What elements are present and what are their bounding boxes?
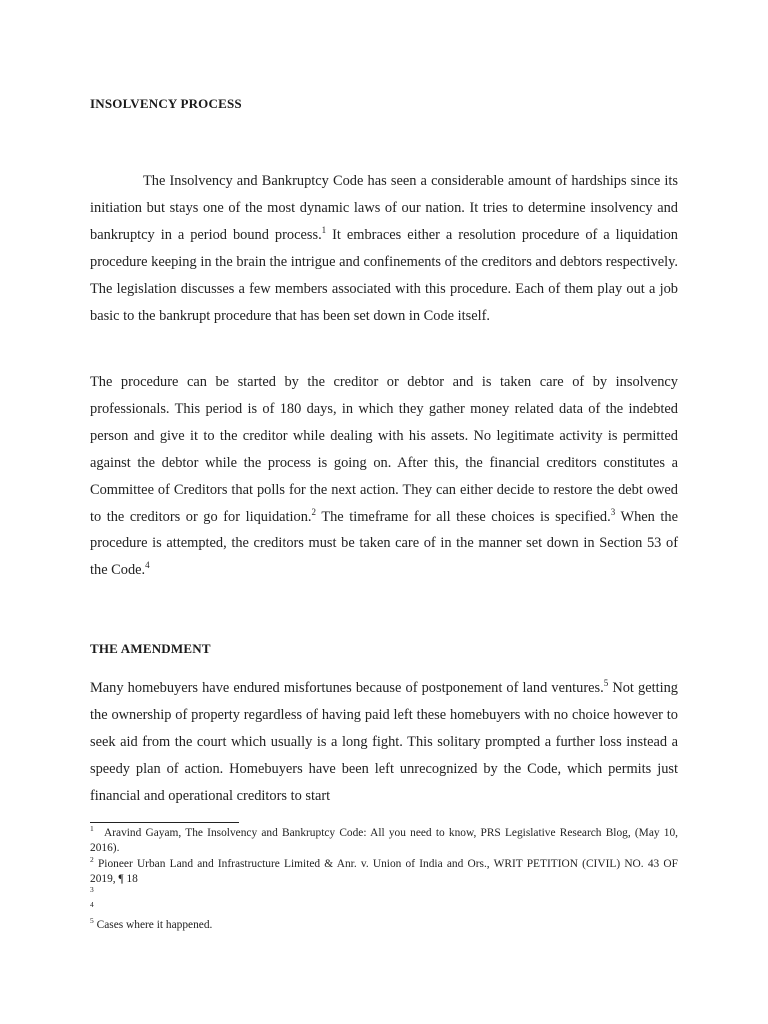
footnote-3	[90, 887, 678, 902]
footnote-4	[90, 902, 678, 917]
footnote-number: 3	[90, 885, 94, 895]
paragraph-procedure	[90, 369, 678, 584]
paragraph-text: It embraces either a resolution procedure of a liquidation procedure keeping in the brain the intrigue and confinements of the creditors and debtors respectively. The legislation discusses a few members associated with this procedure. Each of them play out a job basic to the bankrupt procedure that has been set down in Code itself.	[90, 226, 678, 324]
paragraph-text: The timeframe for all these choices is specified.	[316, 508, 611, 525]
footnote-ref-5[interactable]: 5	[603, 678, 609, 689]
footnote-2	[90, 854, 678, 888]
footnote-ref-3[interactable]: 3	[610, 506, 616, 517]
paragraph-amendment	[90, 675, 678, 810]
footnote-text: Cases where it happened.	[96, 918, 213, 931]
section-heading-the-amendment: THE AMENDMENT	[90, 641, 211, 656]
paragraph-text: Many homebuyers have endured misfortunes because of postponement of land ventures.	[90, 680, 604, 696]
document-page	[90, 0, 678, 1024]
footnote-ref-2[interactable]: 2	[311, 506, 317, 517]
footnote-1: $^1$ Aravind Gayam, The Insolvency and Bankruptcy Code: All you need to know, PRS Legislative Research Blog, (May 10, 2016).	[90, 824, 678, 855]
footnote-separator	[90, 822, 239, 823]
section-heading-insolvency-process: INSOLVENCY PROCESS	[90, 96, 242, 111]
footnote-number: 4	[90, 900, 94, 910]
footnote-ref-4[interactable]: 4	[145, 560, 150, 571]
paragraph-text: The procedure can be started by the creditor or debtor and is taken care of by insolvency professionals. This period is of 180 days, in which they gather money related data of the indebted person and give it to the creditor while dealing with his assets. No legitimate activity is permitted against the debtor while the process is going on. After this, the financial creditors constitutes a Committee of Creditors that polls for the next action. They can either decide to restore the debt owed to the creditors or go for liquidation.	[90, 374, 678, 525]
paragraph-insolvency-intro	[90, 168, 678, 329]
footnote-number: 2	[90, 854, 94, 864]
footnote-text: Aravind Gayam, The Insolvency and Bankruptcy Code: All you need to know, PRS Legislative Research Blog, (May 10, 2016).	[90, 827, 678, 855]
paragraph-text: When the procedure is attempted, the creditors must be taken care of in the manner set down in Section 53 of the Code.	[90, 508, 678, 579]
footnotes	[90, 826, 678, 933]
footnote-5	[90, 915, 678, 933]
paragraph-text: Not getting the ownership of property regardless of having paid left these homebuyers with no choice however to seek aid from the court which usually is a long fight. This solitary prompted a further loss instead a speedy plan of action. Homebuyers have been left unrecognized by the Code, which permits just financial and operational creditors to start	[90, 680, 679, 804]
footnote-ref-1[interactable]: 1	[321, 225, 327, 236]
footnote-number: 5	[90, 915, 94, 925]
footnote-text: Pioneer Urban Land and Infrastructure Limited & Anr. v. Union of India and Ors., WRIT PETITION (CIVIL) NO. 43 OF 2019, ¶ 18	[90, 857, 678, 885]
paragraph-text: The Insolvency and Bankruptcy Code has seen a considerable amount of hardships since its initiation but stays one of the most dynamic laws of our nation. It tries to determine insolvency and bankruptcy in a period bound process.	[90, 173, 678, 243]
